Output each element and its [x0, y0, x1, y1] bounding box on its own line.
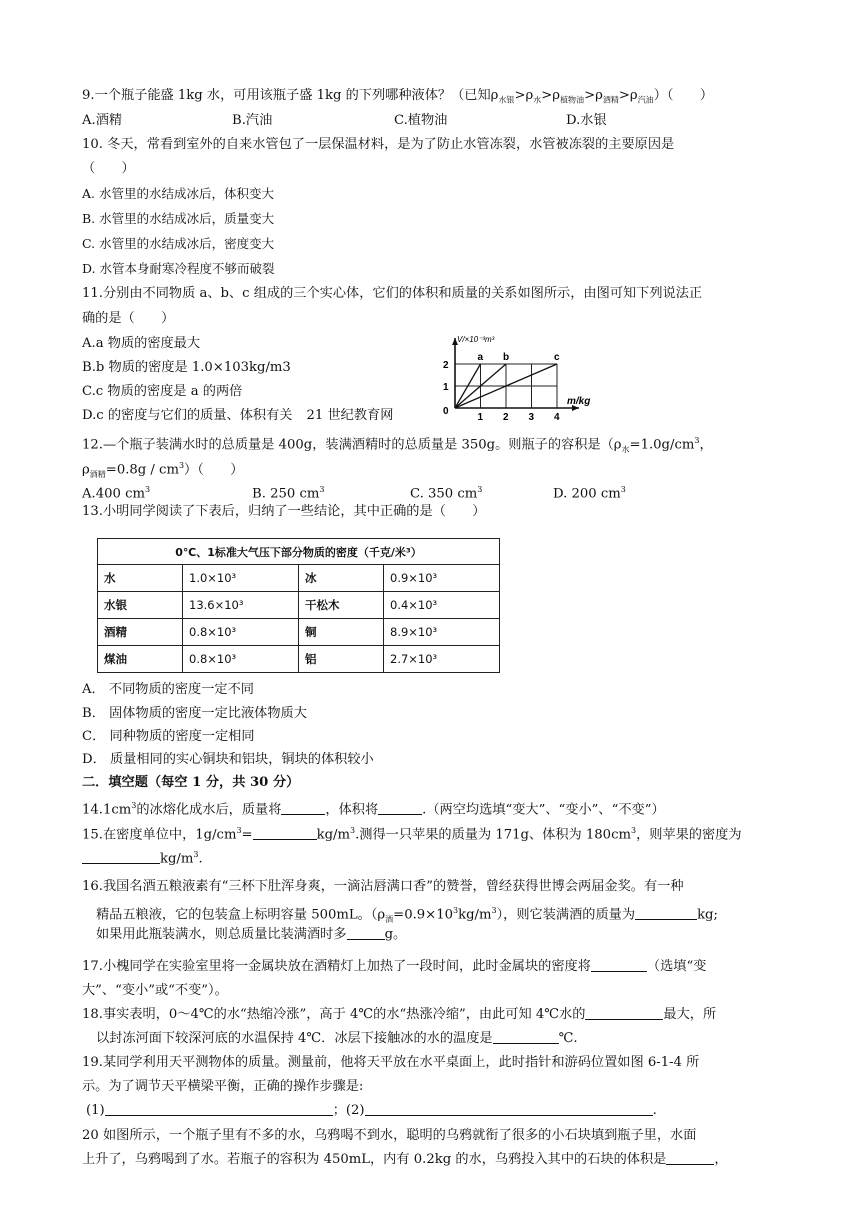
q18-stem-line2: 以封冻河面下较深河底的水温保持 4℃．冰层下接触冰的水的温度是 ℃. — [96, 1031, 578, 1046]
q13-option-d[interactable]: D． 质量相同的实心铜块和铝块，铜块的体积较小 — [82, 752, 374, 767]
q16-blank-2[interactable] — [347, 926, 385, 940]
q19-stem-line2: 示。为了调节天平横梁平衡，正确的操作步骤是: — [82, 1079, 364, 1094]
q12-option-c[interactable]: C. 350 $cm^3$ — [410, 485, 483, 502]
q17-blank[interactable] — [591, 958, 647, 972]
series-label-c: c — [554, 352, 560, 363]
q18-blank-1[interactable] — [585, 1006, 663, 1020]
q15-blank-1[interactable] — [253, 826, 317, 840]
x-tick-label: 1 — [477, 412, 484, 420]
table-cell: 冰 — [299, 565, 384, 592]
q10-paren: （ ） — [82, 161, 135, 176]
x-axis-label: m/kg — [567, 396, 591, 407]
q13-option-c[interactable]: C． 同种物质的密度一定相同 — [82, 729, 255, 744]
q16-stem-line3: 如果用此瓶装满水，则总质量比装满酒时多 g。 — [96, 927, 407, 942]
q16-stem-line1: 16.我国名酒五粮液素有“三杯下肚浑身爽，一滴沾唇满口香”的赞誉，曾经获得世博会两届金奖。有一种 — [82, 879, 684, 894]
table-title: 0℃、1标准大气压下部分物质的密度（千克/米³） — [98, 539, 500, 565]
table-cell: 0.8×10³ — [183, 646, 299, 673]
q10-option-b[interactable]: B. 水管里的水结成冰后，质量变大 — [82, 211, 275, 226]
q9-option-c[interactable]: C.植物油 — [394, 113, 448, 128]
q12-option-d[interactable]: D. 200 $cm^3$ — [553, 485, 626, 502]
q16-blank-1[interactable] — [635, 906, 697, 920]
table-cell: 酒精 — [98, 619, 183, 646]
q11-option-b[interactable]: B.b 物质的密度是 1.0×103kg/m3 — [82, 360, 291, 375]
q14-blank-2[interactable] — [378, 801, 422, 815]
q9-option-b[interactable]: B.汽油 — [232, 113, 273, 128]
watermark-text: 21 世纪教育网 — [306, 408, 394, 423]
q11-option-a[interactable]: A.a 物质的密度最大 — [82, 336, 201, 351]
q9-stem: 9.一个瓶子能盛 1kg 水，可用该瓶子盛 1kg 的下列哪种液体？（已知$\rho_{水银}>\rho_水>\rho_{植物油}>\rho_{酒精}>\rho_{汽油}$）（ ） — [82, 88, 714, 105]
y-axis-label: V/×10⁻³m³ — [457, 335, 495, 344]
q13-option-b[interactable]: B． 固体物质的密度一定比液体物质大 — [82, 706, 307, 721]
q19-stem-line3: (1) ；(2) . — [86, 1103, 657, 1118]
q11-option-c[interactable]: C.c 物质的密度是 a 的两倍 — [82, 384, 243, 399]
table-row — [98, 646, 500, 673]
q14-stem: $14.1cm^3$的冰熔化成水后，质量将 ，体积将 .（两空均选填“变大”、“变小”、“不变”） — [82, 801, 665, 818]
volume-mass-chart — [425, 310, 625, 420]
q9-option-a[interactable]: A.酒精 — [82, 113, 123, 128]
table-cell: 水银 — [98, 592, 183, 619]
table-cell: 水 — [98, 565, 183, 592]
q14-blank-1[interactable] — [281, 801, 325, 815]
x-tick-label: 2 — [503, 412, 509, 420]
q13-stem: 13.小明同学阅读了下表后，归纳了一些结论，其中正确的是（ ） — [82, 504, 486, 519]
table-cell: 0.9×10³ — [384, 565, 500, 592]
origin-label: 0 — [443, 406, 449, 417]
q19-blank-1[interactable] — [105, 1102, 333, 1116]
table-row — [98, 619, 500, 646]
y-tick-label: 1 — [443, 382, 449, 393]
table-cell: 铝 — [299, 646, 384, 673]
table-cell: 13.6×10³ — [183, 592, 299, 619]
y-tick-label: 2 — [443, 360, 449, 371]
table-cell: 0.4×10³ — [384, 592, 500, 619]
series-label-b: b — [503, 352, 510, 363]
q19-blank-2[interactable] — [365, 1102, 653, 1116]
q18-stem-line1: 18.事实表明，0～4℃的水“热缩冷涨”，高于 4℃的水“热涨冷缩”，由此可知 4℃水的 最大，所 — [82, 1007, 717, 1022]
density-table — [97, 538, 500, 673]
q15-blank-2[interactable] — [82, 850, 160, 864]
q11-option-d[interactable]: D.c 的密度与它们的质量、体积有关 21 世纪教育网 — [82, 408, 394, 423]
table-cell: 8.9×10³ — [384, 619, 500, 646]
q9-option-d[interactable]: D.水银 — [566, 113, 607, 128]
q10-option-c[interactable]: C. 水管里的水结成冰后，密度变大 — [82, 236, 275, 251]
q17-stem-line2: 大”、“变小”或“不变”）。 — [82, 983, 228, 998]
q20-stem-line2: 上升了，乌鸦喝到了水。若瓶子的容积为 450mL，内有 0.2kg 的水，乌鸦投入其中的石块的体积是 ， — [82, 1152, 728, 1167]
q12-option-a[interactable]: A.400 $cm^3$ — [82, 485, 151, 502]
table-row — [98, 592, 500, 619]
table-cell: 0.8×10³ — [183, 619, 299, 646]
q10-stem: 10. 冬天，常看到室外的自来水管包了一层保温材料，是为了防止水管冻裂，水管被冻裂的主要原因是 — [82, 137, 675, 152]
q16-stem-line2: 精品五粮液，它的包装盒上标明容量 500mL。$(\rho_酒=0.9\times 10^3kg/m^3)$，则它装满酒的质量为 kg; — [96, 906, 718, 925]
table-cell: 2.7×10³ — [384, 646, 500, 673]
q19-stem-line1: 19.某同学利用天平测物体的质量。测量前，他将天平放在水平桌面上，此时指针和游码位置如图 6-1-4 所 — [82, 1055, 700, 1070]
section-heading: 二．填空题（每空 1 分，共 30 分） — [82, 775, 300, 790]
q18-blank-2[interactable] — [493, 1030, 559, 1044]
series-label-a: a — [477, 352, 484, 363]
table-cell: 干松木 — [299, 592, 384, 619]
x-tick-label: 3 — [528, 412, 535, 420]
table-cell: 1.0×10³ — [183, 565, 299, 592]
table-row — [98, 565, 500, 592]
q20-blank[interactable] — [666, 1151, 714, 1165]
q11-stem-line1: 11.分别由不同物质 a、b、c 组成的三个实心体，它们的体积和质量的关系如图所示，由图可知下列说法正 — [82, 286, 703, 301]
chart-axes — [452, 338, 579, 411]
q11-stem-line2: 确的是（ ） — [82, 311, 175, 326]
q12-option-b[interactable]: B. 250 $cm^3$ — [252, 485, 325, 502]
q10-option-a[interactable]: A. 水管里的水结成冰后，体积变大 — [82, 186, 274, 201]
q10-option-d[interactable]: D. 水管本身耐寒冷程度不够而破裂 — [82, 261, 275, 276]
table-cell: 煤油 — [98, 646, 183, 673]
q12-stem-line2: $\rho_{酒精}=0.8g / cm^3$）（ ） — [82, 461, 244, 480]
q20-stem-line1: 20 如图所示，一个瓶子里有不多的水，乌鸦喝不到水，聪明的乌鸦就衔了很多的小石块填到瓶子里，水面 — [82, 1128, 697, 1143]
q15-stem-line2: $kg/m^3$. — [82, 846, 203, 868]
q12-stem-line1: 12.—个瓶子装满水时的总质量是 400g，装满酒精时的总质量是 350g。则瓶子的容积是（$\rho_水=1.0g/cm^3$， — [82, 436, 713, 455]
q13-option-a[interactable]: A． 不同物质的密度一定不同 — [82, 682, 254, 697]
table-cell: 铜 — [299, 619, 384, 646]
q15-stem-line1: 15.在密度单位中，$1g/cm^3= kg/m^3$.测得一只苹果的质量为 171g、体积为 $180cm^3$，则苹果的密度为 — [82, 826, 742, 843]
x-tick-label: 4 — [554, 412, 560, 420]
q17-stem-line1: 17.小槐同学在实验室里将一金属块放在酒精灯上加热了一段时间，此时金属块的密度将 （选填“变 — [82, 959, 707, 974]
